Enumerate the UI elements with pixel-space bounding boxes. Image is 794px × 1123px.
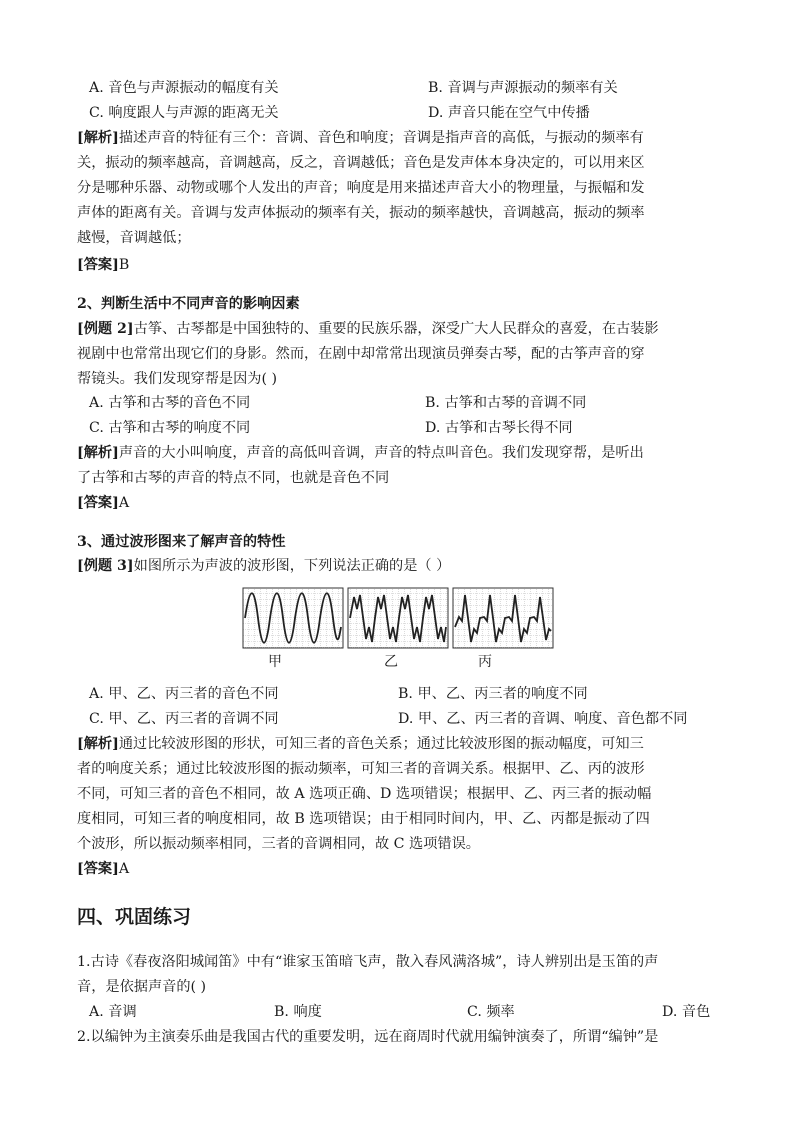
q1-answer: [答案]B (77, 257, 130, 273)
example-3-analysis-line-4: 度相同，可知三者的响度相同，故 B 选项错误；由于相同时间内，甲、乙、丙都是振动了四 (77, 811, 650, 827)
waveform-panel-yi (348, 588, 448, 648)
example-3-stem: [例题 3]如图所示为声波的波形图，下列说法正确的是（ ） (77, 558, 451, 574)
answer-tag: [答案] (77, 495, 119, 511)
example-2-analysis-line-1: [解析]声音的大小叫响度，声音的高低叫音调，声音的特点叫音色。我们发现穿帮，是听出 (77, 445, 644, 461)
example-2-option-b: B. 古筝和古琴的音调不同 (425, 395, 587, 411)
example-2-option-a: A. 古筝和古琴的音色不同 (89, 395, 251, 411)
section-3-heading: 3、通过波形图来了解声音的特性 (77, 534, 286, 550)
q1-option-c: C. 响度跟人与声源的距离无关 (89, 105, 279, 121)
practice-q1-option-c: C. 频率 (467, 1004, 515, 1020)
q1-analysis-line-4: 声体的距离有关。音调与发声体振动的频率有关，振动的频率越快，音调越高，振动的频率 (77, 205, 645, 221)
caption-bing: 丙 (478, 654, 492, 670)
example-2-option-c: C. 古筝和古琴的响度不同 (89, 420, 251, 436)
example-3-analysis-line-5: 个波形，所以振动频率相同，三者的音调相同，故 C 选项错误。 (77, 836, 480, 852)
section-2-heading: 2、判断生活中不同声音的影响因素 (77, 296, 300, 312)
caption-jia: 甲 (268, 654, 282, 670)
example-2-analysis-line-2: 了古筝和古琴的声音的特点不同，也就是音色不同 (77, 470, 390, 486)
q1-option-a: A. 音色与声源振动的幅度有关 (89, 80, 279, 96)
waveform-figure (242, 587, 554, 649)
practice-heading: 四、巩固练习 (77, 906, 192, 928)
example-2-stem-line-2: 视剧中也常常出现它们的身影。然而，在剧中却常常出现演员弹奏古琴，配的古筝声音的穿 (77, 346, 645, 362)
example-3-analysis-line-3: 不同，可知三者的音色不相同，故 A 选项正确、D 选项错误；根据甲、乙、丙三者的振动幅 (77, 786, 652, 802)
q1-analysis-line-5: 越慢，音调越低； (77, 230, 191, 246)
analysis-tag: [解析] (77, 130, 119, 146)
practice-q1-option-d: D. 音色 (662, 1004, 711, 1020)
analysis-tag: [解析] (77, 445, 119, 461)
q1-analysis-line-2: 关，振动的频率越高，音调越高，反之，音调越低；音色是发声体本身决定的，可以用来区 (77, 155, 645, 171)
example-3-analysis-line-2: 者的响度关系；通过比较波形图的振动频率，可知三者的音调关系。根据甲、乙、丙的波形 (77, 761, 645, 777)
practice-q1-option-b: B. 响度 (274, 1004, 322, 1020)
practice-q1-line-2: 音，是依据声音的( ) (77, 979, 207, 995)
example-3-analysis-line-1: [解析]通过比较波形图的形状，可知三者的音色关系；通过比较波形图的振动幅度，可知三 (77, 736, 644, 752)
example-2-stem-line-1: [例题 2]古筝、古琴都是中国独特的、重要的民族乐器，深受广大人民群众的喜爱，在古装影 (77, 321, 659, 337)
q1-option-b: B. 音调与声源振动的频率有关 (428, 80, 618, 96)
practice-q2-line-1: 2.以编钟为主演奏乐曲是我国古代的重要发明，远在商周时代就用编钟演奏了，所谓“编钟”是 (77, 1029, 659, 1045)
answer-tag: [答案] (77, 257, 119, 273)
example-3-option-b: B. 甲、乙、丙三者的响度不同 (398, 686, 588, 702)
example-tag: [例题 2] (77, 321, 134, 337)
example-2-answer: [答案]A (77, 495, 130, 511)
waveform-panel-jia (243, 588, 343, 648)
waveform-panel-bing (453, 588, 553, 648)
example-2-option-d: D. 古筝和古琴长得不同 (425, 420, 573, 436)
q1-analysis-line-3: 分是哪种乐器、动物或哪个人发出的声音；响度是用来描述声音大小的物理量，与振幅和发 (77, 180, 645, 196)
example-2-stem-line-3: 帮镜头。我们发现穿帮是因为( ) (77, 371, 278, 387)
example-3-option-d: D. 甲、乙、丙三者的音调、响度、音色都不同 (398, 711, 688, 727)
q1-option-d: D. 声音只能在空气中传播 (428, 105, 590, 121)
practice-q1-option-a: A. 音调 (89, 1004, 137, 1020)
example-3-answer: [答案]A (77, 861, 130, 877)
example-3-option-a: A. 甲、乙、丙三者的音色不同 (89, 686, 279, 702)
analysis-tag: [解析] (77, 736, 119, 752)
example-3-option-c: C. 甲、乙、丙三者的音调不同 (89, 711, 279, 727)
q1-analysis-line-1: [解析]描述声音的特征有三个：音调、音色和响度；音调是指声音的高低，与振动的频率有 (77, 130, 644, 146)
example-tag: [例题 3] (77, 558, 134, 574)
answer-tag: [答案] (77, 861, 119, 877)
practice-q1-line-1: 1.古诗《春夜洛阳城闻笛》中有“谁家玉笛暗飞声，散入春风满洛城”，诗人辨别出是玉笛的声 (77, 954, 659, 970)
caption-yi: 乙 (384, 654, 398, 670)
